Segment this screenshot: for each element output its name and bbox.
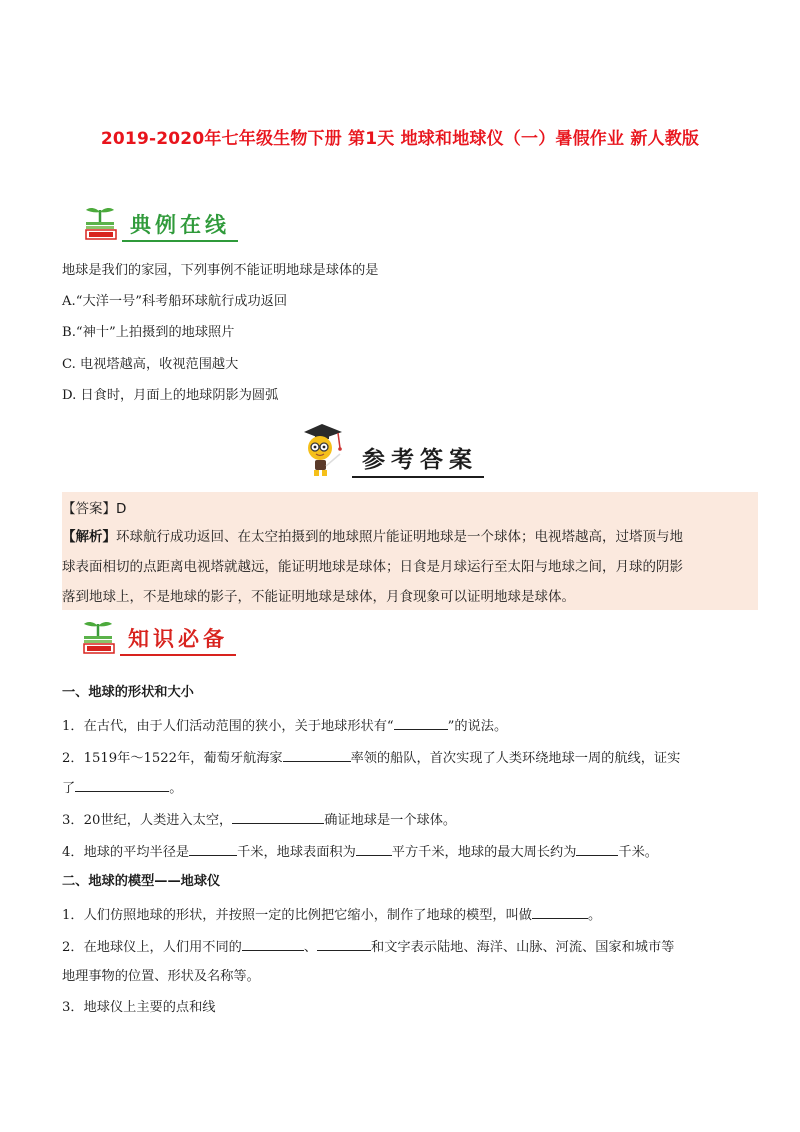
analysis-line-1: [62, 528, 683, 546]
option-text: 电视塔越高，收视范围越大: [80, 357, 239, 372]
q-text: 和文字表示陆地、海洋、山脉、河流、国家和城市等: [371, 940, 675, 955]
q-text: 率领的船队，首次实现了人类环绕地球一周的航线，证实: [350, 751, 681, 766]
part2-q1: [62, 905, 601, 925]
book-sprout-icon: [78, 614, 120, 656]
part2-heading: 二、地球的模型——地球仪: [62, 874, 221, 889]
option-text: 日食时，月面上的地球阴影为圆弧: [80, 388, 279, 403]
answer-blank[interactable]: [283, 748, 351, 762]
answer-key-label: 【答案】: [62, 501, 116, 517]
option-c: [62, 356, 238, 374]
part1-q2-cont: [62, 778, 182, 798]
part2-q2: [62, 937, 674, 957]
answer-blank[interactable]: [394, 716, 448, 730]
answer-blank[interactable]: [532, 905, 588, 919]
part1-q2: [62, 748, 680, 768]
knowledge-banner-label: 知识必备: [120, 629, 236, 656]
answer-blank[interactable]: [317, 937, 371, 951]
q-text: 平方千米，地球的最大周长约为: [391, 845, 577, 860]
option-b: [62, 324, 234, 342]
example-section-banner: [80, 200, 238, 242]
q-text: 了: [62, 781, 76, 796]
answer-blank[interactable]: [75, 778, 169, 792]
answer-key-line: [62, 500, 126, 518]
q-text: 2．在地球仪上，人们用不同的: [62, 940, 242, 955]
part1-q4: [62, 842, 658, 862]
option-letter: B.: [62, 325, 76, 340]
option-d: [62, 387, 278, 405]
answer-value: D: [116, 501, 127, 517]
analysis-line-2: 球表面相切的点距离电视塔就越远，能证明地球是球体；日食是月球运行至太阳与地球之间，月球的阴影: [62, 559, 683, 575]
document-title: 2019-2020年七年级生物下册 第1天 地球和地球仪（一）暑假作业 新人教版: [100, 129, 700, 149]
part1-heading: 一、地球的形状和大小: [62, 685, 194, 700]
example-banner-label: 典例在线: [122, 215, 238, 242]
q-text: 确证地球是一个球体。: [324, 813, 457, 828]
analysis-text: 环球航行成功返回、在太空拍摄到的地球照片能证明地球是一个球体；电视塔越高，过塔顶与地: [116, 529, 683, 545]
answer-blank[interactable]: [189, 842, 237, 856]
analysis-label: 【解析】: [62, 529, 116, 545]
reference-answer-label: 参考答案: [352, 449, 484, 478]
option-letter: D.: [62, 388, 77, 403]
part1-q1: [62, 716, 507, 736]
q-text: 。: [169, 781, 183, 796]
part2-q3: 3．地球仪上主要的点和线: [62, 1000, 216, 1015]
knowledge-section-banner: [78, 614, 236, 656]
q-text: 、: [303, 940, 318, 955]
analysis-line-3: 落到地球上，不是地球的影子，不能证明地球是球体，月食现象可以证明地球是球体。: [62, 589, 575, 605]
option-text: “神十”上拍摄到的地球照片: [75, 325, 235, 340]
q-text: 2．1519年～1522年，葡萄牙航海家: [62, 751, 283, 766]
q-text: 3．20世纪，人类进入太空，: [62, 813, 233, 828]
question-text: 地球是我们的家园，下列事例不能证明地球是球体的是: [62, 263, 379, 278]
answer-blank[interactable]: [356, 842, 392, 856]
option-letter: A.: [62, 294, 76, 309]
answer-blank[interactable]: [576, 842, 618, 856]
option-text: “大洋一号”科考船环球航行成功返回: [75, 294, 288, 309]
part1-q3: [62, 810, 456, 830]
q-text: ”的说法。: [447, 719, 508, 734]
answer-blank[interactable]: [242, 937, 304, 951]
q-text: 千米，地球表面积为: [237, 845, 356, 860]
reference-answer-banner: [300, 422, 484, 478]
answer-blank[interactable]: [232, 810, 324, 824]
part2-q2-cont: 地理事物的位置、形状及名称等。: [62, 969, 260, 984]
graduate-mascot-icon: [300, 422, 346, 478]
option-letter: C.: [62, 357, 76, 372]
option-a: [62, 293, 287, 311]
book-sprout-icon: [80, 200, 122, 242]
answer-box: [62, 492, 758, 610]
q-text: 千米。: [618, 845, 658, 860]
q-text: 。: [587, 908, 602, 923]
q-text: 1．人们仿照地球的形状，并按照一定的比例把它缩小，制作了地球的模型，叫做: [62, 908, 532, 923]
q-text: 1．在古代，由于人们活动范围的狭小，关于地球形状有“: [62, 719, 394, 734]
q-text: 4．地球的平均半径是: [62, 845, 190, 860]
